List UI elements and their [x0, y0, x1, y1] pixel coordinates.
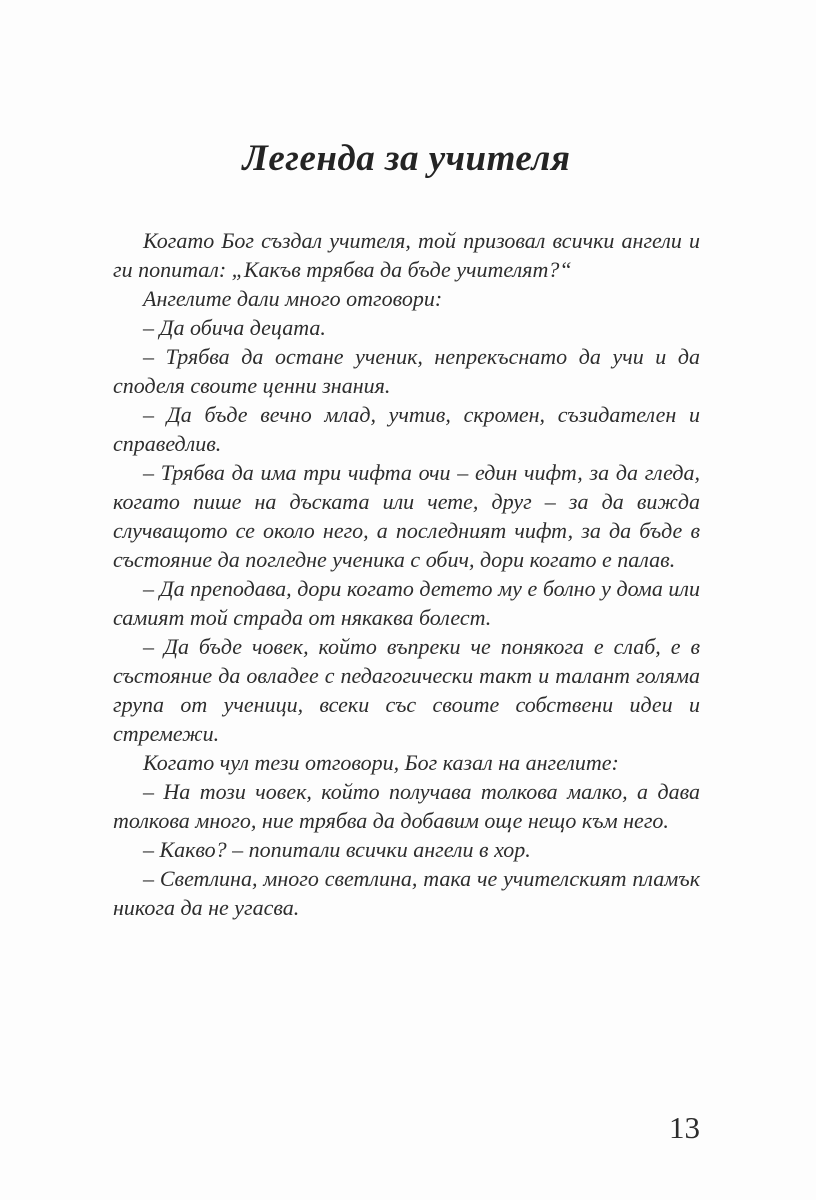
paragraph: – Трябва да има три чифта очи – един чифт, за да гледа, когато пише на дъската или чете, друг – за да вижда случващото се около него, а последният чифт, за да бъде в състояние да погледне ученика с обич, дори когато е палав. — [113, 460, 700, 572]
paragraph: Когато Бог създал учителя, той призовал всички ангели и ги попитал: „Какъв трябва да бъде учителят?“ — [113, 228, 700, 282]
paragraph: – Трябва да остане ученик, непрекъснато да учи и да споделя своите ценни знания. — [113, 344, 700, 398]
paragraph: – Светлина, много светлина, така че учителският пламък никога да не угасва. — [113, 866, 700, 920]
paragraph: – Какво? – попитали всички ангели в хор. — [143, 837, 531, 862]
body-text — [113, 226, 700, 922]
page-title: Легенда за учителя — [242, 138, 571, 179]
paragraph: Когато чул тези отговори, Бог казал на ангелите: — [143, 750, 619, 775]
paragraph: – На този човек, който получава толкова малко, а дава толкова много, ние трябва да добавим още нещо към него. — [113, 779, 700, 833]
paragraph: Ангелите дали много отговори: — [143, 286, 443, 311]
paragraph: – Да преподава, дори когато детето му е болно у дома или самият той страда от някаква болест. — [113, 576, 700, 630]
paragraph: – Да бъде човек, който въпреки че понякога е слаб, е в състояние да овладее с педагогически такт и талант голяма група от ученици, всеки със своите собствени идеи и стремежи. — [113, 634, 700, 746]
paragraph: – Да обича децата. — [143, 315, 326, 340]
page-number: 13 — [669, 1110, 700, 1145]
paragraph: – Да бъде вечно млад, учтив, скромен, съзидателен и справедлив. — [113, 402, 700, 456]
